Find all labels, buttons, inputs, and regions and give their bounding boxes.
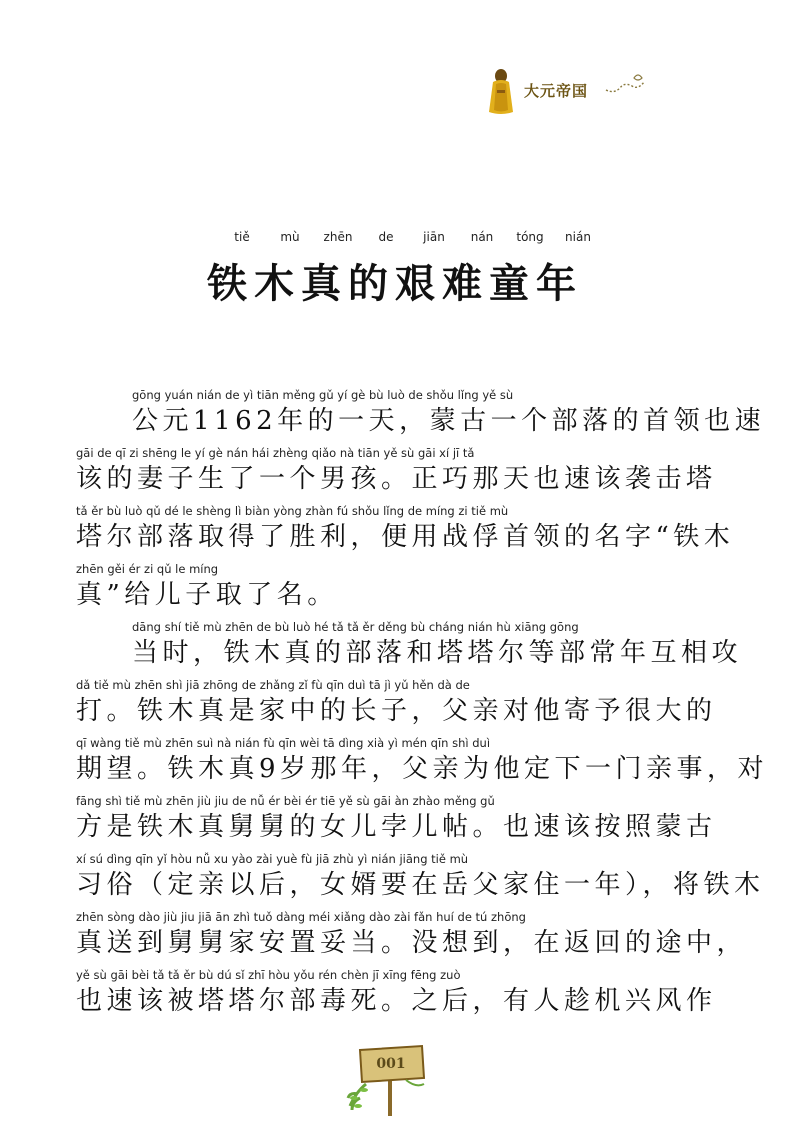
- text-line: [76, 562, 748, 620]
- line-pinyin: tǎ ěr bù luò qǔ dé le shèng lì biàn yòng zhàn fú shǒu lǐng de míng zi tiě mù: [76, 504, 509, 518]
- section-title: 大元帝国: [524, 82, 589, 100]
- line-text: 方是铁木真舅舅的女儿孛儿帖。也速该按照蒙古: [76, 812, 717, 842]
- text-line: [76, 968, 748, 1026]
- decorative-swirl-icon: [604, 70, 652, 100]
- story-title: 铁木真的艰难童年: [207, 261, 583, 307]
- text-line: [76, 446, 748, 504]
- header-badge: [484, 66, 664, 116]
- line-pinyin: qī wàng tiě mù zhēn suì nà nián fù qīn wèi tā dìng xià yì mén qīn shì duì: [76, 736, 491, 750]
- page-number-sign: [346, 1040, 436, 1120]
- text-line: [76, 388, 766, 446]
- line-pinyin: xí sú dìng qīn yǐ hòu nǚ xu yào zài yuè fù jiā zhù yì nián jiāng tiě mù: [76, 852, 469, 866]
- line-text: 打。铁木真是家中的长子，父亲对他寄予很大的: [76, 696, 717, 726]
- page-number: 001: [376, 1056, 406, 1072]
- figure-icon: [484, 66, 518, 116]
- story-body: [76, 388, 769, 1026]
- text-line: [76, 504, 748, 562]
- title-pinyin: tóng: [516, 230, 544, 244]
- line-text: 也速该被塔塔尔部毒死。之后，有人趁机兴风作: [76, 986, 717, 1016]
- text-line: [76, 852, 765, 910]
- text-line: [76, 794, 748, 852]
- line-pinyin: zhēn gěi ér zi qǔ le míng: [76, 562, 219, 576]
- text-line: [76, 910, 748, 968]
- line-pinyin: gōng yuán nián de yì tiān měng gǔ yí gè bù luò de shǒu lǐng yě sù: [132, 388, 514, 402]
- title-pinyin: de: [378, 230, 394, 244]
- line-pinyin: fāng shì tiě mù zhēn jiù jiu de nǚ ér bèi ér tiē yě sù gāi àn zhào měng gǔ: [76, 794, 495, 808]
- line-pinyin: gāi de qī zi shēng le yí gè nán hái zhèng qiǎo nà tiān yě sù gāi xí jī tǎ: [76, 446, 475, 460]
- line-text: 真送到舅舅家安置妥当。没想到，在返回的途中，: [76, 928, 748, 958]
- title-pinyin: jiān: [423, 230, 445, 244]
- text-line: [76, 620, 748, 678]
- title-pinyin: zhēn: [323, 230, 353, 244]
- line-text: 塔尔部落取得了胜利，便用战俘首领的名字“铁木: [76, 522, 735, 552]
- line-text: 公元1162年的一天，蒙古一个部落的首领也速: [132, 406, 766, 436]
- line-pinyin: yě sù gāi bèi tǎ tǎ ěr bù dú sǐ zhī hòu yǒu rén chèn jī xīng fēng zuò: [76, 968, 461, 982]
- line-pinyin: dāng shí tiě mù zhēn de bù luò hé tǎ tǎ ěr děng bù cháng nián hù xiāng gōng: [132, 620, 579, 634]
- line-text: 期望。铁木真9岁那年，父亲为他定下一门亲事，对: [76, 754, 769, 784]
- title-pinyin: mù: [280, 230, 300, 244]
- text-line: [76, 736, 769, 794]
- line-text: 真”给儿子取了名。: [76, 580, 338, 610]
- line-text: 该的妻子生了一个男孩。正巧那天也速该袭击塔: [76, 464, 717, 494]
- text-line: [76, 678, 748, 736]
- wooden-sign-icon: [346, 1040, 436, 1120]
- line-text: 习俗（定亲以后，女婿要在岳父家住一年），将铁木: [76, 870, 765, 900]
- line-pinyin: zhēn sòng dào jiù jiu jiā ān zhì tuǒ dàng méi xiǎng dào zài fǎn huí de tú zhōng: [76, 910, 526, 924]
- line-pinyin: dǎ tiě mù zhēn shì jiā zhōng de zhǎng zǐ fù qīn duì tā jì yǔ hěn dà de: [76, 678, 470, 692]
- title-pinyin: nán: [470, 230, 494, 244]
- line-text: 当时，铁木真的部落和塔塔尔等部常年互相攻: [132, 638, 743, 668]
- title-pinyin: nián: [565, 230, 591, 244]
- title-pinyin: tiě: [234, 230, 250, 244]
